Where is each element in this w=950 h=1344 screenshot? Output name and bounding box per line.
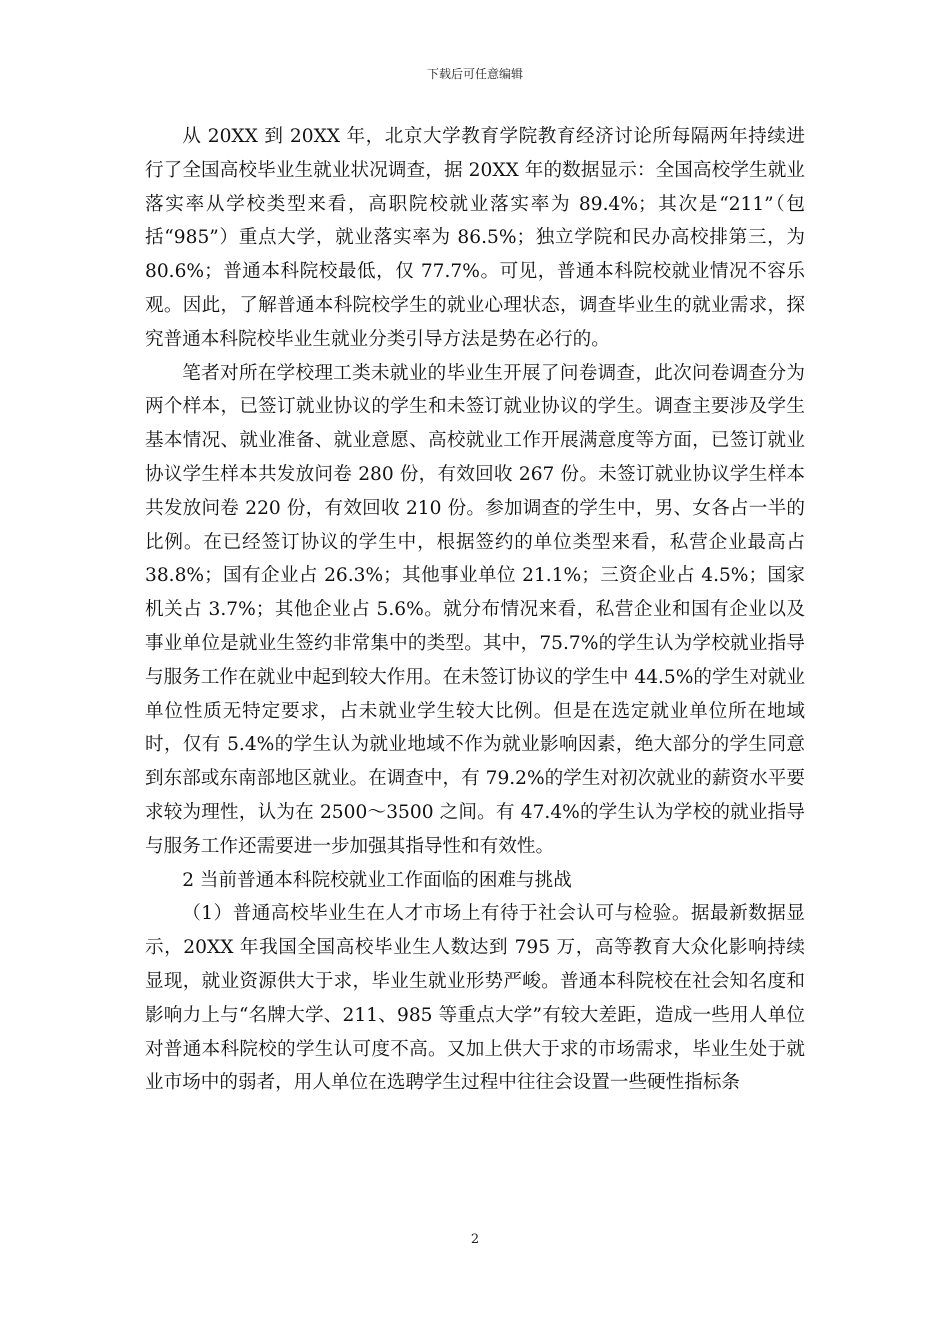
paragraph-challenge-1: （1）普通高校毕业生在人才市场上有待于社会认可与检验。据最新数据显示，20XX 年我国全国高校毕业生人数达到 795 万，高等教育大众化影响持续显现，就业资源供大于求，毕业生就业形势严峻。普通本科院校在社会知名度和影响力上与“名牌大学、211、985 等重点大学”有较大差距，造成一些用人单位对普通本科院校的学生认可度不高。又加上供大于求的市场需求，毕业生处于就业市场中的弱者，用人单位在选聘学生过程中往往会设置一些硬性指标条 — [145, 903, 805, 1094]
section-heading: 2 当前普通本科院校就业工作面临的困难与挑战 — [182, 869, 572, 891]
paragraph-survey-background: 从 20XX 到 20XX 年，北京大学教育学院教育经济讨论所每隔两年持续进行了全国高校毕业生就业状况调查，据 20XX 年的数据显示：全国高校学生就业落实率从学校类型来看，高职院校就业落实率为 89.4%；其次是“211”（包括“985”）重点大学，就业落实率为 86.5%；独立学院和民办高校排第三，为 80.6%；普通本科院校最低，仅 77.7%。可见，普通本科院校就业情况不容乐观。因此，了解普通本科院校学生的就业心理状态，调查毕业生的就业需求，探究普通本科院校毕业生就业分类引导方法是势在必行的。 — [145, 126, 805, 350]
page-header: 下载后可任意编辑 — [426, 67, 523, 81]
document-body — [145, 120, 805, 1100]
paragraph-questionnaire-results: 笔者对所在学校理工类未就业的毕业生开展了问卷调查，此次问卷调查分为两个样本，已签订就业协议的学生和未签订就业协议的学生。调查主要涉及学生基本情况、就业准备、就业意愿、高校就业工作开展满意度等方面，已签订就业协议学生样本共发放问卷 280 份，有效回收 267 份。未签订就业协议学生样本共发放问卷 220 份，有效回收 210 份。参加调查的学生中，男、女各占一半的比例。在已经签订协议的学生中，根据签约的单位类型来看，私营企业最高占 38.8%；国有企业占 26.3%；其他事业单位 21.1%；三资企业占 4.5%；国家机关占 3.7%；其他企业占 5.6%。就分布情况来看，私营企业和国有企业以及事业单位是就业生签约非常集中的类型。其中，75.7%的学生认为学校就业指导与服务工作在就业中起到较大作用。在未签订协议的学生中 44.5%的学生对就业单位性质无特定要求，占未就业学生较大比例。但是在选定就业单位所在地域时，仅有 5.4%的学生认为就业地域不作为就业影响因素，绝大部分的学生同意到东部或东南部地区就业。在调查中，有 79.2%的学生对初次就业的薪资水平要求较为理性，认为在 2500～3500 之间。有 47.4%的学生认为学校的就业指导与服务工作还需要进一步加强其指导性和有效性。 — [145, 362, 805, 857]
page-number: 2 — [470, 1232, 480, 1247]
